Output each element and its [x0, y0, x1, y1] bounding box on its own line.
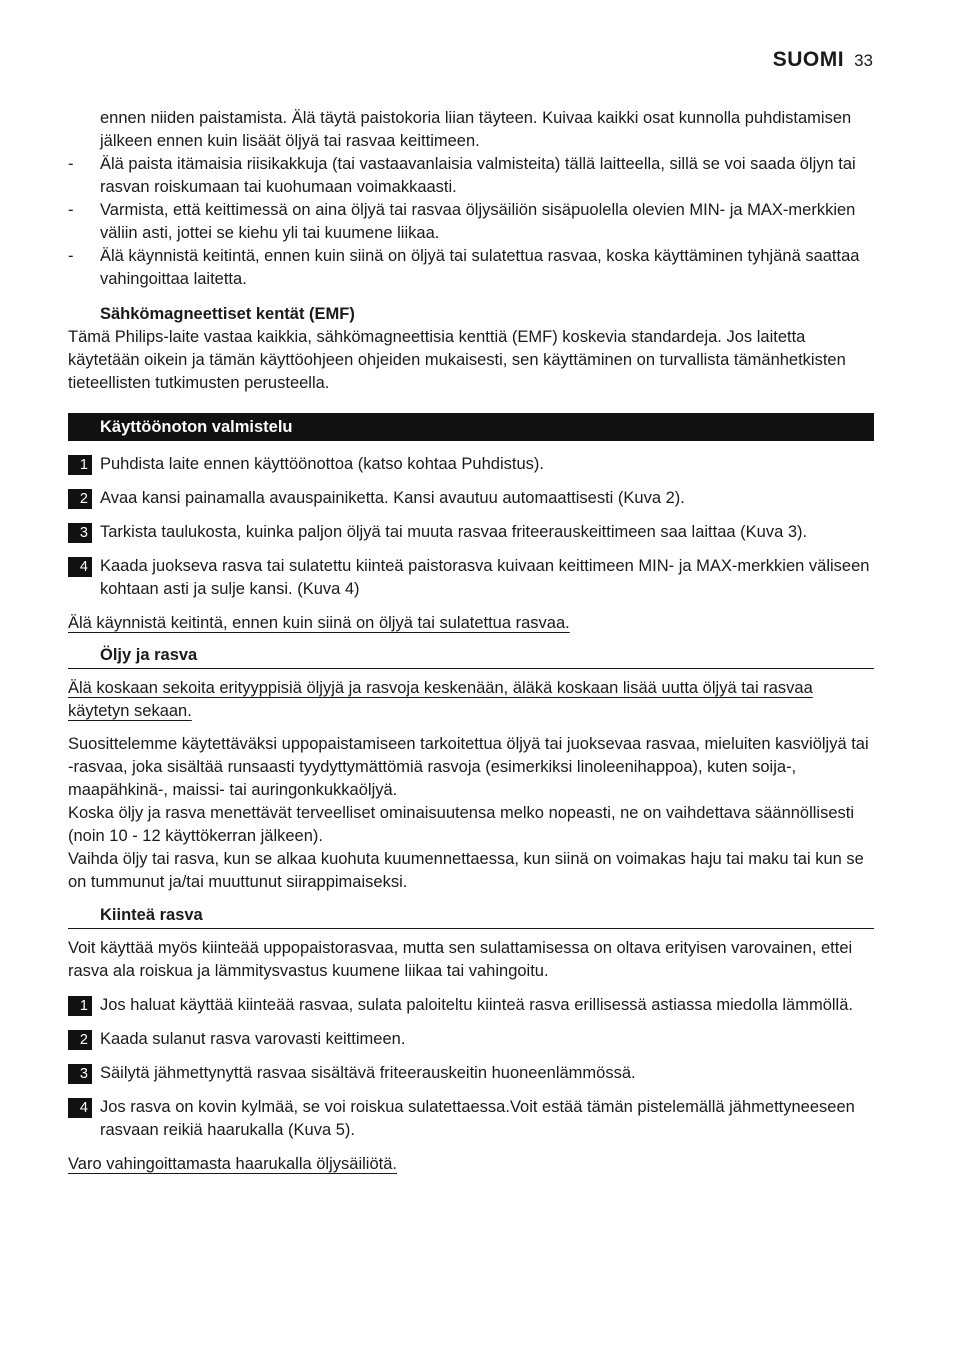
step-text: Avaa kansi painamalla avauspainiketta. Kansi avautuu automaattisesti (Kuva 2). — [100, 489, 685, 507]
oil-paragraph: Vaihda öljy tai rasva, kun se alkaa kuohuta kuumennettaessa, kun siinä on voimakas haju tai maku tai kun se on tummunut ja/tai muuttunut siirappimaiseksi. — [68, 850, 864, 891]
page-header — [773, 48, 873, 72]
page-number: 33 — [854, 51, 873, 70]
step-text: Jos haluat käyttää kiinteää rasvaa, sulata paloiteltu kiinteä rasva erillisessä astiassa miedolla lämmöllä. — [100, 996, 853, 1014]
step-number: 3 — [68, 1064, 92, 1084]
preparation-step — [68, 487, 874, 510]
solid-fat-step — [68, 1096, 874, 1142]
step-number: 1 — [68, 455, 92, 475]
oil-heading: Öljy ja rasva — [68, 644, 874, 669]
solid-fat-warning: Varo vahingoittamasta haarukalla öljysäiliötä. — [68, 1155, 397, 1173]
oil-paragraph: Koska öljy ja rasva menettävät terveelliset ominaisuutensa melko nopeasti, ne on vaihdettava säännöllisesti (noin 10 - 12 käyttökerran jälkeen). — [68, 804, 855, 845]
oil-warning: Älä koskaan sekoita erityyppisiä öljyjä ja rasvoja keskenään, äläkä koskaan lisää uutta öljyä tai rasvaa käytetyn sekaan. — [68, 679, 813, 720]
preparation-step — [68, 521, 874, 544]
solid-fat-step — [68, 994, 874, 1017]
step-number: 2 — [68, 489, 92, 509]
solid-fat-intro: Voit käyttää myös kiinteää uppopaistorasvaa, mutta sen sulattamisessa on oltava erityisen varovainen, ettei rasva ala roiskua ja lämmitysvastus kuumene liikaa tai vahingoitu. — [68, 939, 853, 980]
solid-fat-heading: Kiinteä rasva — [68, 904, 874, 929]
step-number: 3 — [68, 523, 92, 543]
step-text: Tarkista taulukosta, kuinka paljon öljyä tai muuta rasvaa friteerauskeittimeen saa laittaa (Kuva 3). — [100, 523, 808, 541]
step-number: 2 — [68, 1030, 92, 1050]
step-number: 4 — [68, 557, 92, 577]
oil-paragraph: Suosittelemme käytettäväksi uppopaistamiseen tarkoitettua öljyä tai juoksevaa rasvaa, mieluiten kasviöljyä tai -rasvaa, joka sisältää runsaasti tyydyttymättömiä rasvoja (esimerkiksi linoleenihappoa), kuten soija-, maapähkinä-, maissi- tai auringonkukkaöljyä. — [68, 735, 869, 799]
solid-fat-step — [68, 1062, 874, 1085]
language-label: SUOMI — [772, 48, 845, 71]
safety-bullet: - Älä paista itämaisia riisikakkuja (tai vastaavanlaisia valmisteita) tällä laitteella, sillä se voi saada öljyn tai rasvan roiskumaan tai kuohumaan voimakkaasti. — [68, 153, 874, 199]
safety-bullet: - Älä käynnistä keitintä, ennen kuin siinä on öljyä tai sulatettua rasvaa, koska käyttäminen tyhjänä saattaa vahingoittaa laitetta. — [68, 245, 874, 291]
step-number: 1 — [68, 996, 92, 1016]
emf-text: Tämä Philips-laite vastaa kaikkia, sähkömagneettisia kenttiä (EMF) koskevia standardeja. Jos laitetta käytetään oikein ja tämän käyttöohjeen ohjeiden mukaisesti, sen käyttäminen on turvallista tämänhetkisten tieteellisten tutkimusten perusteella. — [68, 328, 846, 392]
emf-heading: Sähkömagneettiset kentät (EMF) — [100, 305, 355, 323]
intro-continuation: ennen niiden paistamista. Älä täytä paistokoria liian täyteen. Kuivaa kaikki osat kunnolla puhdistamisen jälkeen ennen kuin lisäät öljyä tai rasvaa keittimeen. — [100, 109, 852, 150]
step-text: Kaada sulanut rasva varovasti keittimeen. — [100, 1030, 406, 1048]
preparation-step — [68, 453, 874, 476]
solid-fat-step — [68, 1028, 874, 1051]
page-content — [68, 107, 874, 1176]
preparation-step — [68, 555, 874, 601]
safety-bullet: - Varmista, että keittimessä on aina öljyä tai rasvaa öljysäiliön sisäpuolella olevien MIN- ja MAX-merkkien väliin asti, jottei se kiehu yli tai kuumene liikaa. — [68, 199, 874, 245]
step-text: Kaada juokseva rasva tai sulatettu kiinteä paistorasva kuivaan keittimeen MIN- ja MAX-merkkien väliseen kohtaan asti ja sulje kansi. (Kuva 4) — [100, 557, 870, 598]
step-text: Jos rasva on kovin kylmää, se voi roiskua sulatettaessa.Voit estää tämän pistelemällä jähmettyneeseen rasvaan reikiä haarukalla (Kuva 5). — [100, 1098, 855, 1139]
preparation-heading: Käyttöönoton valmistelu — [68, 413, 874, 441]
step-text: Puhdista laite ennen käyttöönottoa (katso kohtaa Puhdistus). — [100, 455, 544, 473]
step-text: Säilytä jähmettynyttä rasvaa sisältävä friteerauskeitin huoneenlämmössä. — [100, 1064, 636, 1082]
preparation-warning: Älä käynnistä keitintä, ennen kuin siinä on öljyä tai sulatettua rasvaa. — [68, 614, 570, 632]
step-number: 4 — [68, 1098, 92, 1118]
